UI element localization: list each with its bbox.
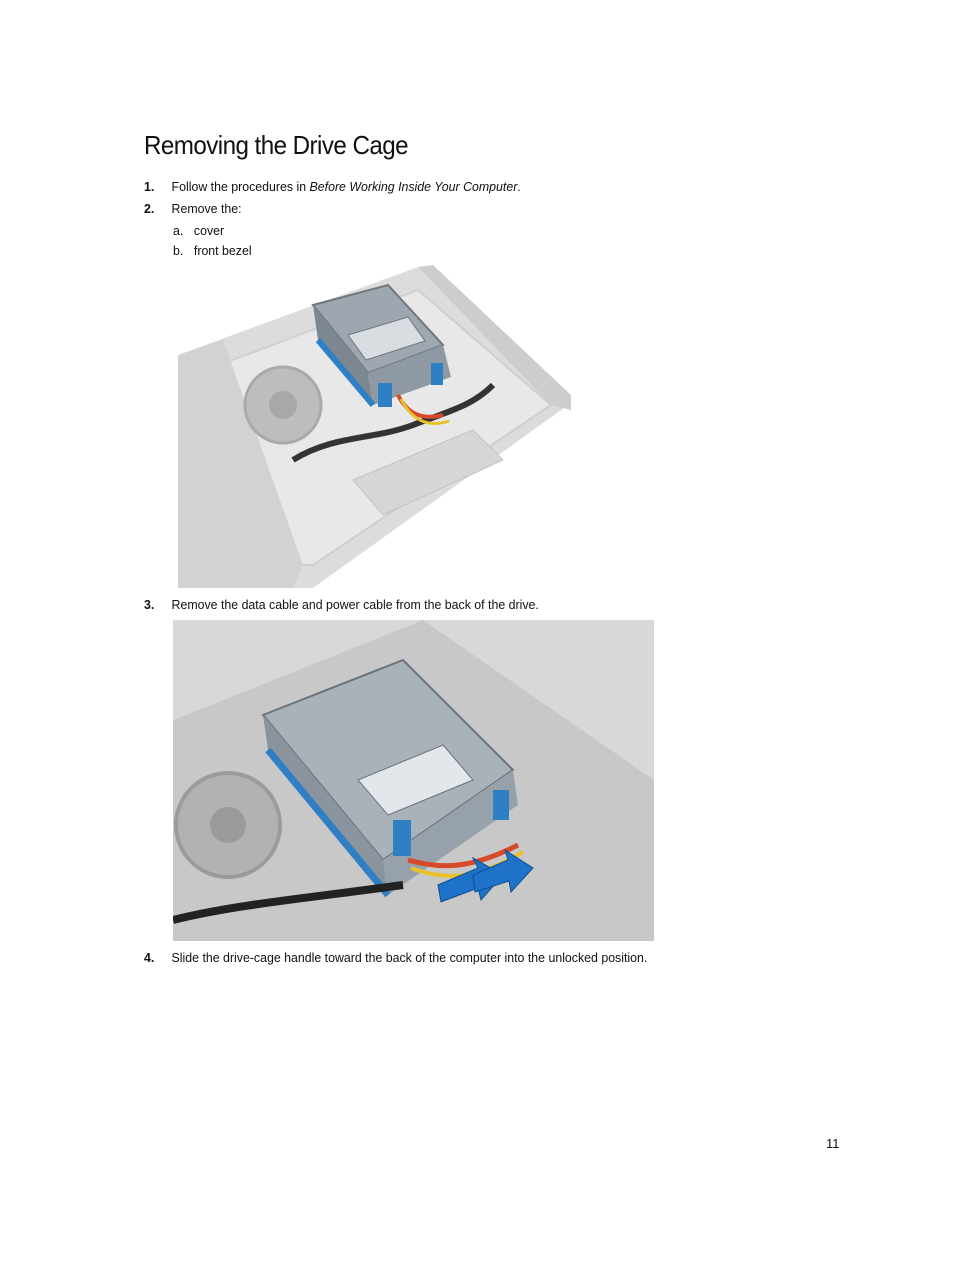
step-number: 3.	[144, 597, 155, 612]
step-reference-link-text: Before Working Inside Your Computer	[309, 179, 518, 194]
step-text: Follow the procedures in Before Working Inside Your Computer.	[171, 179, 521, 194]
step-number: 2.	[144, 201, 155, 216]
substep-letter: b.	[173, 243, 184, 258]
step-text: Remove the:	[171, 201, 242, 216]
step-text: Remove the data cable and power cable from the back of the drive.	[171, 597, 539, 612]
figure-remove-cables	[173, 620, 654, 941]
substep-text: front bezel	[193, 243, 252, 258]
page-number: 11	[826, 1136, 840, 1151]
step-number: 1.	[144, 179, 155, 194]
step-number: 4.	[144, 950, 155, 965]
substep-letter: a.	[173, 223, 184, 238]
page-title: Removing the Drive Cage	[144, 130, 409, 160]
step-text: Slide the drive-cage handle toward the back of the computer into the unlocked position.	[171, 950, 648, 965]
figure-drive-cage-overview	[173, 265, 571, 588]
substep-text: cover	[193, 223, 225, 238]
